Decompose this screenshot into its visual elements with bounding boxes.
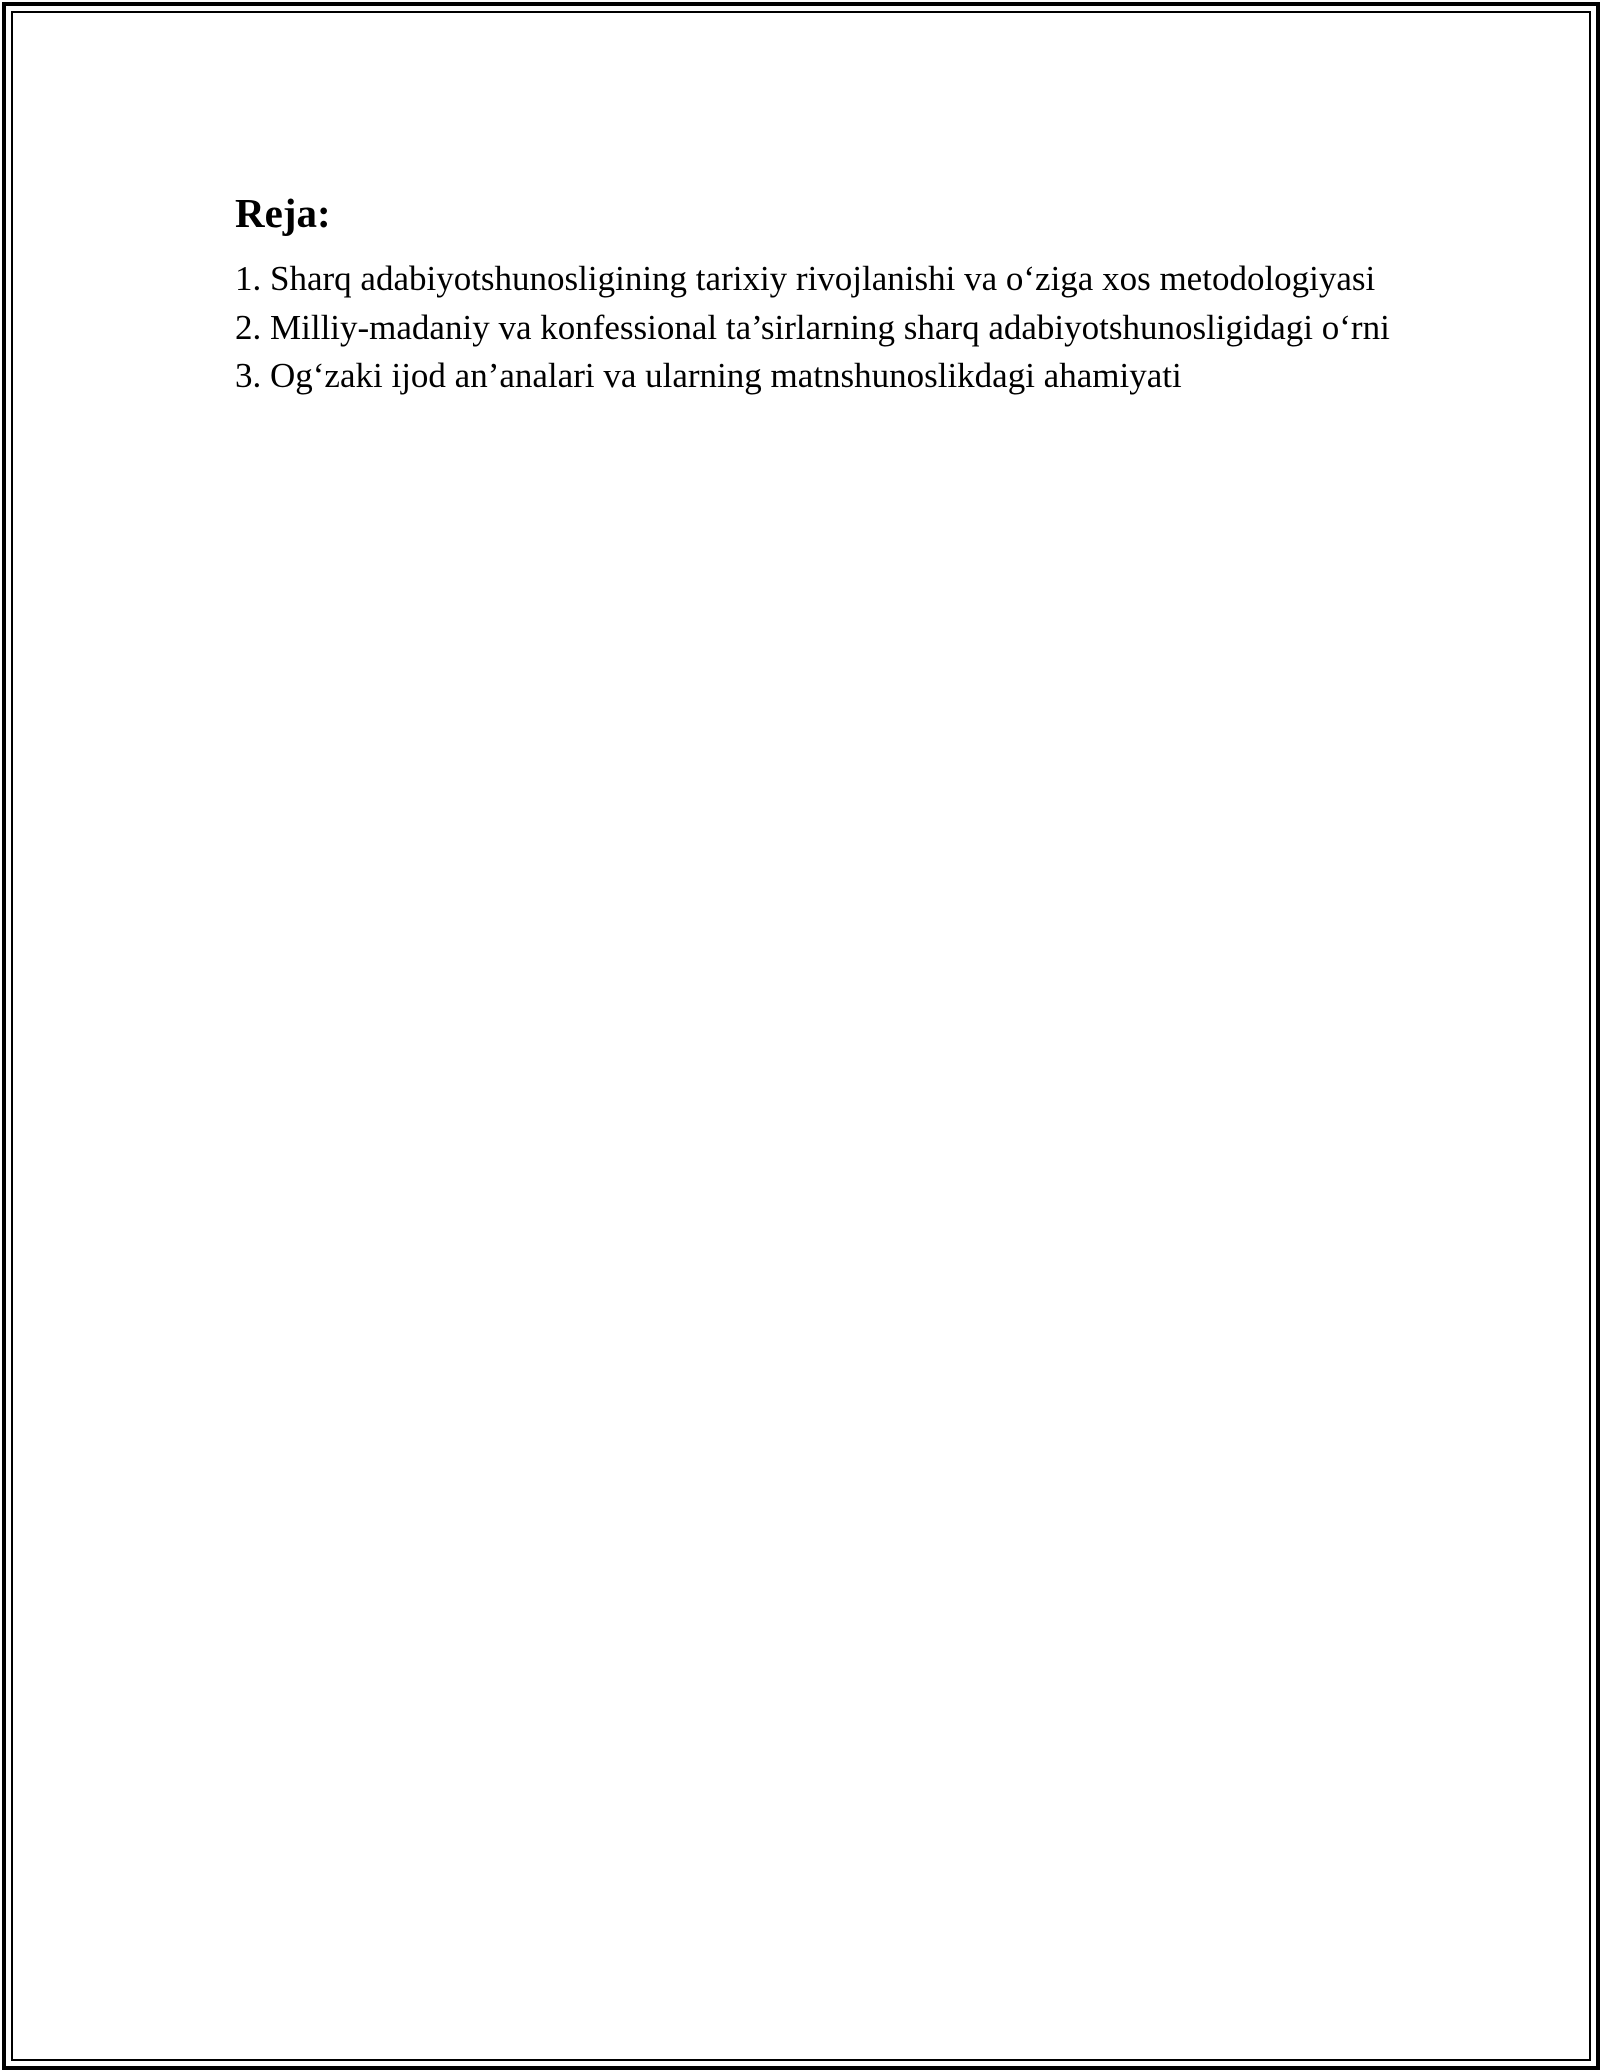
plan-item-1: 1. Sharq adabiyotshunosligining tarixiy rivojlanishi va o‘ziga xos metodologiyasi bbox=[235, 259, 1376, 298]
plan-list bbox=[235, 255, 1415, 401]
page-title: Reja: bbox=[235, 190, 331, 236]
plan-item-2: 2. Milliy-madaniy va konfessional ta’sirlarning sharq adabiyotshunosligidagi o‘rni bbox=[235, 307, 1390, 347]
plan-item-3: 3. Og‘zaki ijod an’analari va ularning matnshunoslikdagi ahamiyati bbox=[235, 356, 1182, 395]
document-content bbox=[235, 185, 1415, 401]
